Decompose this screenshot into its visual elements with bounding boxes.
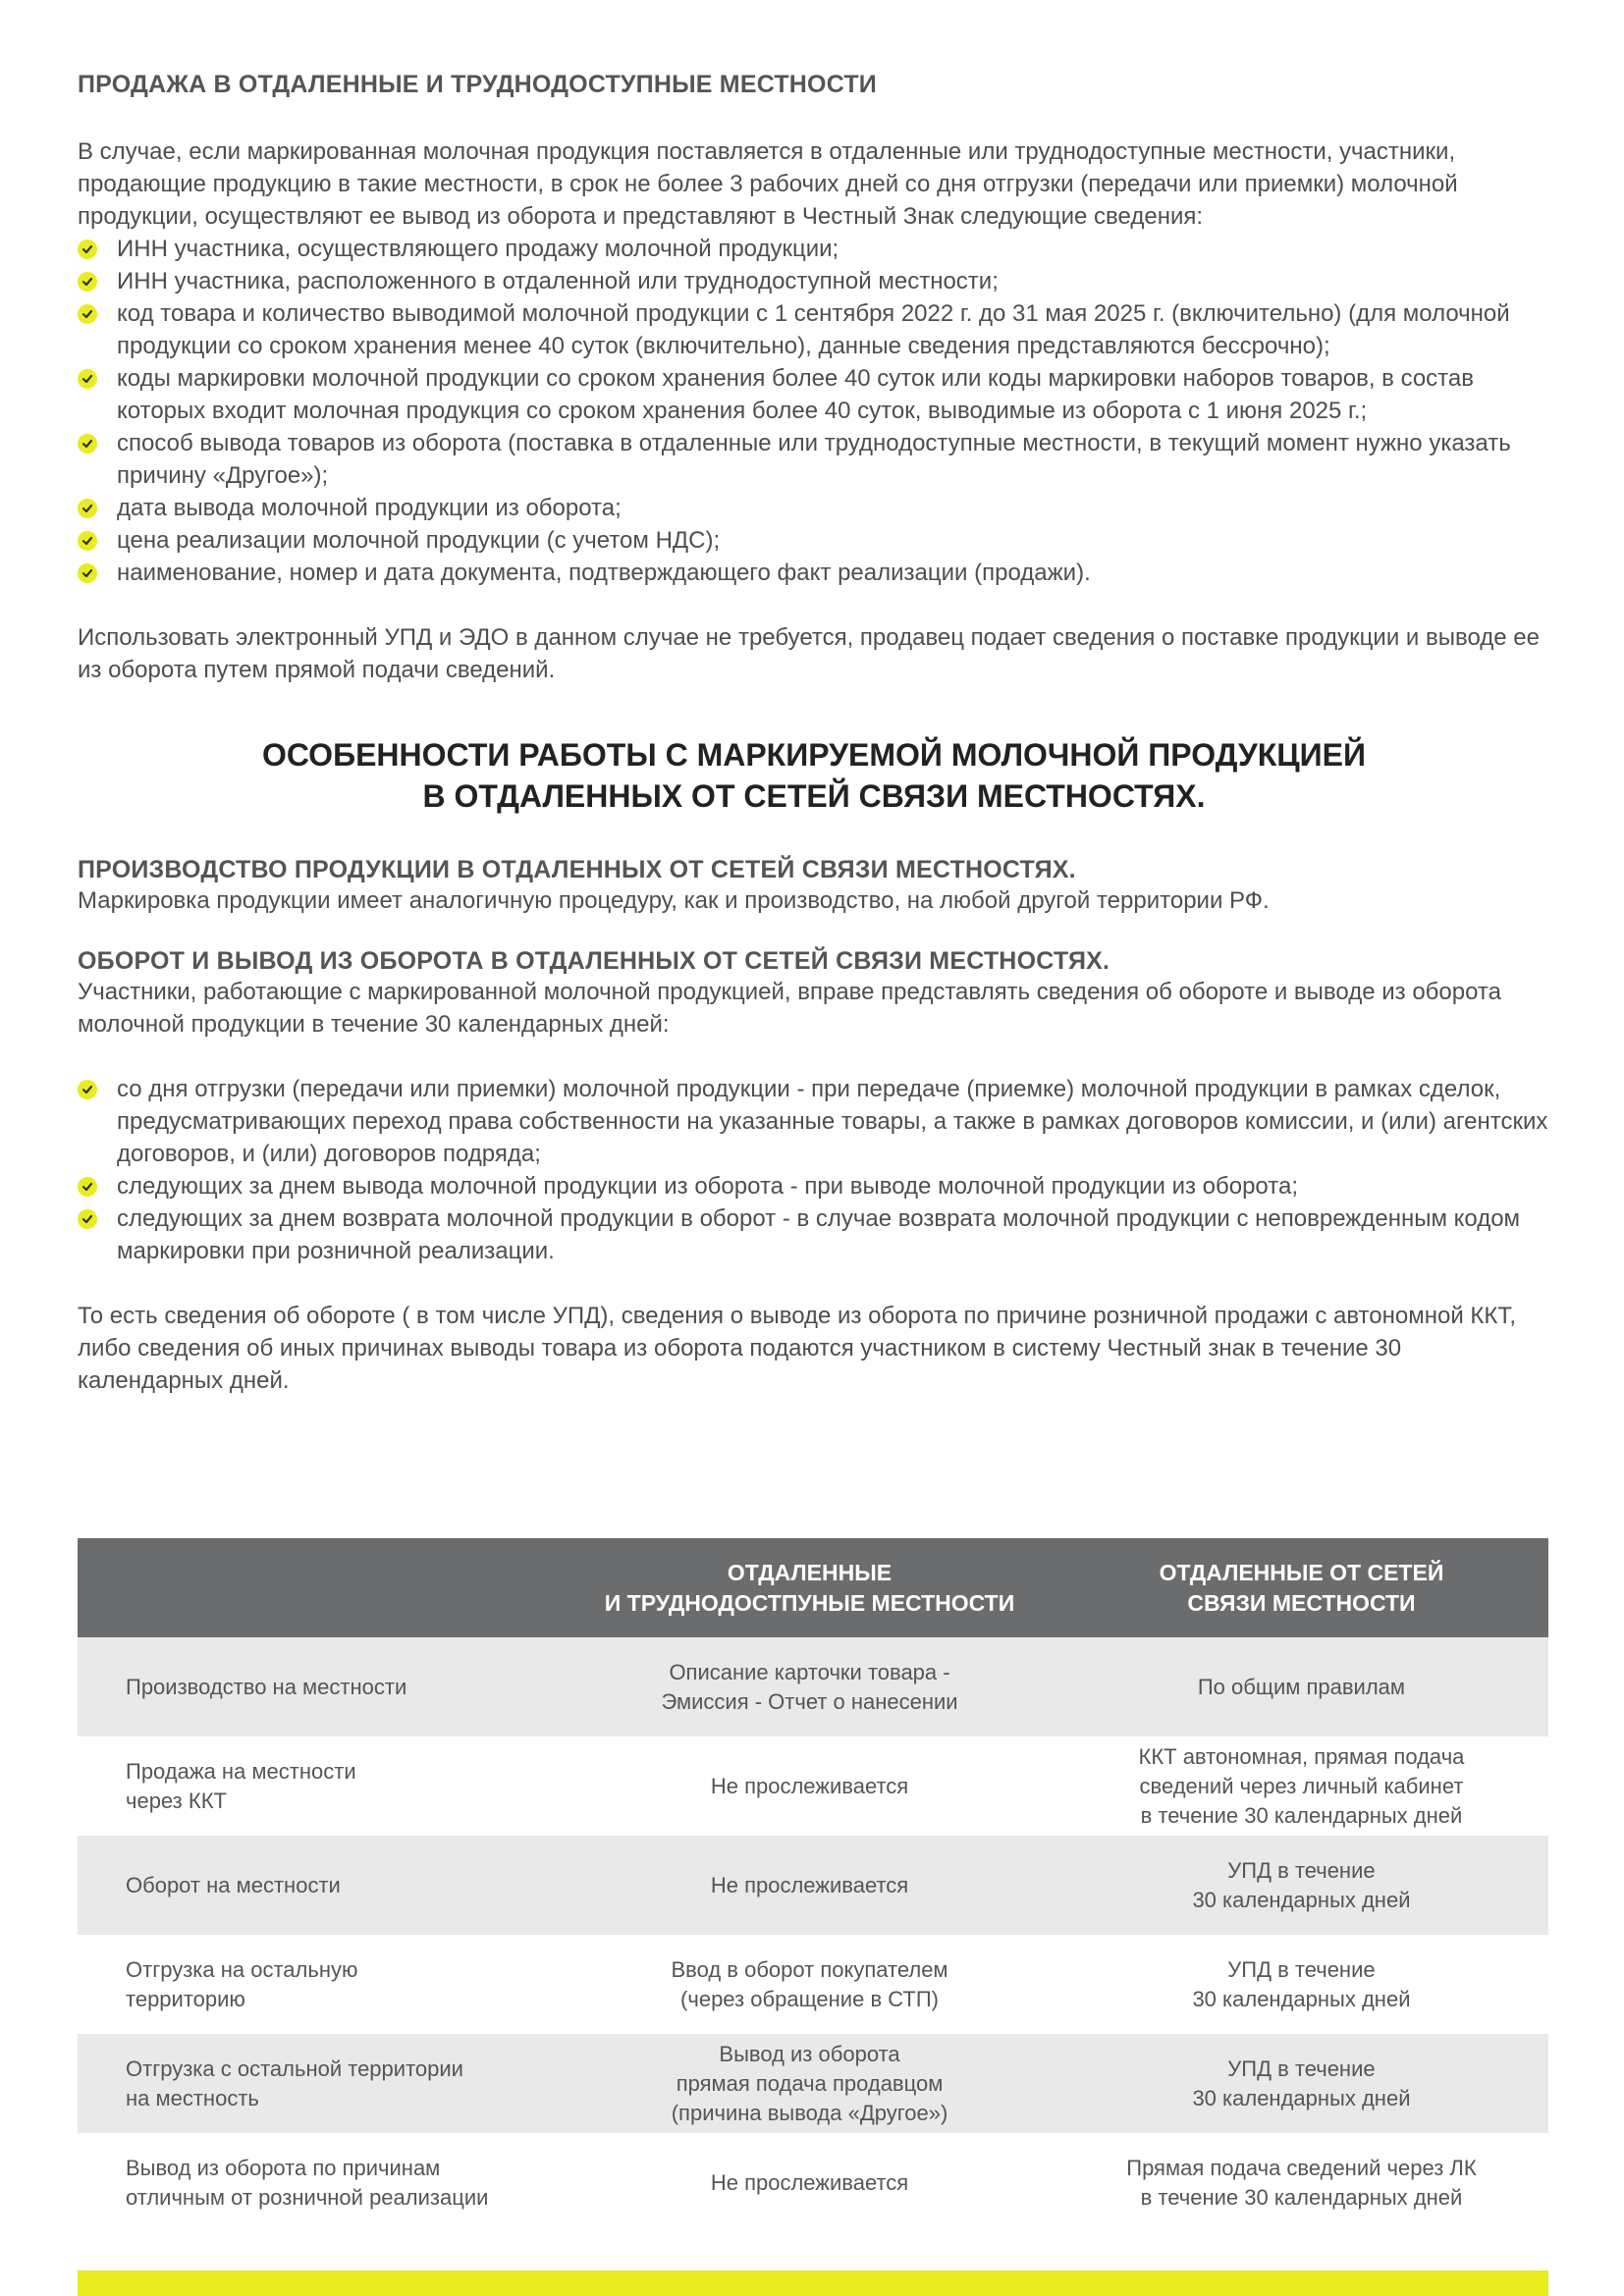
check-circle-icon xyxy=(78,434,97,454)
table-row xyxy=(78,1836,1548,1935)
table-cell: Не прослеживается xyxy=(565,2133,1055,2232)
table-row xyxy=(78,2133,1548,2232)
list-item-text: ИНН участника, осуществляющего продажу молочной продукции; xyxy=(117,236,839,262)
check-circle-icon xyxy=(78,531,97,551)
section-title-remote-sales: ПРОДАЖА В ОТДАЛЕННЫЕ И ТРУДНОДОСТУПНЫЕ МЕСТНОСТИ xyxy=(78,71,877,98)
list-item xyxy=(78,492,1550,524)
table-cell: По общим правилам xyxy=(1055,1637,1548,1736)
check-circle-icon xyxy=(78,272,97,292)
comparison-table xyxy=(78,1538,1548,2232)
table-row-label: Вывод из оборота по причинам отличным от розничной реализации xyxy=(78,2133,565,2232)
bullet-list-remote-sales xyxy=(78,233,1550,589)
table-cell: Прямая подача сведений через ЛК в течение 30 календарных дней xyxy=(1055,2133,1548,2232)
section-intro-turnover: Участники, работающие с маркированной молочной продукцией, вправе представлять сведения об обороте и выводе из оборота молочной продукции в течение 30 календарных дней: xyxy=(78,979,1501,1038)
table-row xyxy=(78,1935,1548,2034)
table-header-remote: ОТДАЛЕННЫЕ И ТРУДНОДОСТПУНЫЕ МЕСТНОСТИ xyxy=(565,1538,1055,1637)
check-circle-icon xyxy=(78,1209,97,1229)
table-row xyxy=(78,1736,1548,1836)
list-item-text: код товара и количество выводимой молочной продукции с 1 сентября 2022 г. до 31 мая 2025 г. (включительно) (для молочной продукции со сроком хранения менее 40 суток (включительно), данные сведения представляются бессрочно); xyxy=(117,300,1510,359)
table-cell: Ввод в оборот покупателем (через обращение в СТП) xyxy=(565,1935,1055,2034)
list-item-text: способ вывода товаров из оборота (поставка в отдаленные или труднодоступные местности, в текущий момент нужно указать причину «Другое»); xyxy=(117,430,1511,489)
list-item-text: следующих за днем вывода молочной продукции из оборота - при выводе молочной продукции из оборота; xyxy=(117,1173,1298,1200)
list-item xyxy=(78,557,1550,589)
section-outro: Использовать электронный УПД и ЭДО в данном случае не требуется, продавец подает сведения о поставке продукции и выводе ее из оборота путем прямой подачи сведений. xyxy=(78,624,1540,683)
list-item-text: наименование, номер и дата документа, подтверждающего факт реализации (продажи). xyxy=(117,560,1091,586)
section-outro-turnover: То есть сведения об обороте ( в том числе УПД), сведения о выводе из оборота по причине розничной продажи с автономной ККТ, либо сведения об иных причинах выводы товара из оборота подаются участником в систему Честный знак в течение 30 календарных дней. xyxy=(78,1303,1517,1394)
list-item xyxy=(78,524,1550,557)
check-circle-icon xyxy=(78,1177,97,1197)
list-item-text: коды маркировки молочной продукции со сроком хранения более 40 суток или коды маркировки наборов товаров, в состав которых входит молочная продукция со сроком хранения более 40 суток, выводимые из оборота с 1 июня 2025 г.; xyxy=(117,365,1475,424)
section-title-turnover: ОБОРОТ И ВЫВОД ИЗ ОБОРОТА В ОТДАЛЕННЫХ ОТ СЕТЕЙ СВЯЗИ МЕСТНОСТЯХ. xyxy=(78,947,1110,975)
list-item xyxy=(78,427,1550,492)
check-circle-icon xyxy=(78,1080,97,1099)
table-cell: ККТ автономная, прямая подача сведений через личный кабинет в течение 30 календарных дней xyxy=(1055,1736,1548,1836)
section-intro: В случае, если маркированная молочная продукция поставляется в отдаленные или труднодоступные местности, участники, продающие продукцию в такие местности, в срок не более 3 рабочих дней со дня отгрузки (передачи или приемки) молочной продукции, осуществляют ее вывод из оборота и представляют в Честный Знак следующие сведения: xyxy=(78,138,1458,230)
table-row-label: Оборот на местности xyxy=(78,1836,565,1935)
table-row-label: Производство на местности xyxy=(78,1637,565,1736)
list-item-text: со дня отгрузки (передачи или приемки) молочной продукции - при передаче (приемке) молочной продукции в рамках сделок, предусматривающих переход права собственности на указанные товары, а также в рамках договоров комиссии, и (или) агентских договоров, и (или) договоров подряда; xyxy=(117,1076,1548,1167)
main-title-line-2: В ОТДАЛЕННЫХ ОТ СЕТЕЙ СВЯЗИ МЕСТНОСТЯХ. xyxy=(422,778,1206,814)
check-circle-icon xyxy=(78,240,97,259)
table-cell: Не прослеживается xyxy=(565,1736,1055,1836)
table-header-empty xyxy=(78,1538,565,1637)
main-title-block xyxy=(78,734,1550,817)
check-circle-icon xyxy=(78,369,97,389)
list-item-text: следующих за днем возврата молочной продукции в оборот - в случае возврата молочной продукции с неповрежденным кодом маркировки при розничной реализации. xyxy=(117,1205,1521,1264)
table-row-label: Продажа на местности через ККТ xyxy=(78,1736,565,1836)
check-circle-icon xyxy=(78,304,97,324)
table-header-row xyxy=(78,1538,1548,1637)
table-cell: УПД в течение 30 календарных дней xyxy=(1055,1836,1548,1935)
table-cell: УПД в течение 30 календарных дней xyxy=(1055,2034,1548,2133)
list-item-text: ИНН участника, расположенного в отдаленной или труднодоступной местности; xyxy=(117,268,999,294)
table-row-label: Отгрузка на остальную территорию xyxy=(78,1935,565,2034)
footer-accent-bar xyxy=(78,2270,1548,2296)
table-cell: Вывод из оборота прямая подача продавцом (причина вывода «Другое») xyxy=(565,2034,1055,2133)
table-row xyxy=(78,1637,1548,1736)
section-text-production: Маркировка продукции имеет аналогичную процедуру, как и производство, на любой другой территории РФ. xyxy=(78,887,1270,914)
table-row-label: Отгрузка с остальной территории на местность xyxy=(78,2034,565,2133)
table-row xyxy=(78,2034,1548,2133)
list-item xyxy=(78,1202,1550,1267)
main-title-line-1: ОСОБЕННОСТИ РАБОТЫ С МАРКИРУЕМОЙ МОЛОЧНОЙ ПРОДУКЦИЕЙ xyxy=(261,737,1367,773)
table-cell: УПД в течение 30 календарных дней xyxy=(1055,1935,1548,2034)
list-item xyxy=(78,1170,1550,1202)
table-header-offline: ОТДАЛЕННЫЕ ОТ СЕТЕЙ СВЯЗИ МЕСТНОСТИ xyxy=(1055,1538,1548,1637)
list-item-text: дата вывода молочной продукции из оборота; xyxy=(117,495,622,521)
list-item xyxy=(78,297,1550,362)
list-item xyxy=(78,233,1550,265)
document-body xyxy=(78,71,1550,1397)
list-item xyxy=(78,362,1550,427)
bullet-list-turnover xyxy=(78,1073,1550,1267)
table-cell: Описание карточки товара - Эмиссия - Отчет о нанесении xyxy=(565,1637,1055,1736)
check-circle-icon xyxy=(78,499,97,518)
table-cell: Не прослеживается xyxy=(565,1836,1055,1935)
check-circle-icon xyxy=(78,563,97,583)
section-title-production: ПРОИЗВОДСТВО ПРОДУКЦИИ В ОТДАЛЕННЫХ ОТ СЕТЕЙ СВЯЗИ МЕСТНОСТЯХ. xyxy=(78,856,1076,883)
list-item-text: цена реализации молочной продукции (с учетом НДС); xyxy=(117,527,721,554)
list-item xyxy=(78,265,1550,297)
list-item xyxy=(78,1073,1550,1170)
